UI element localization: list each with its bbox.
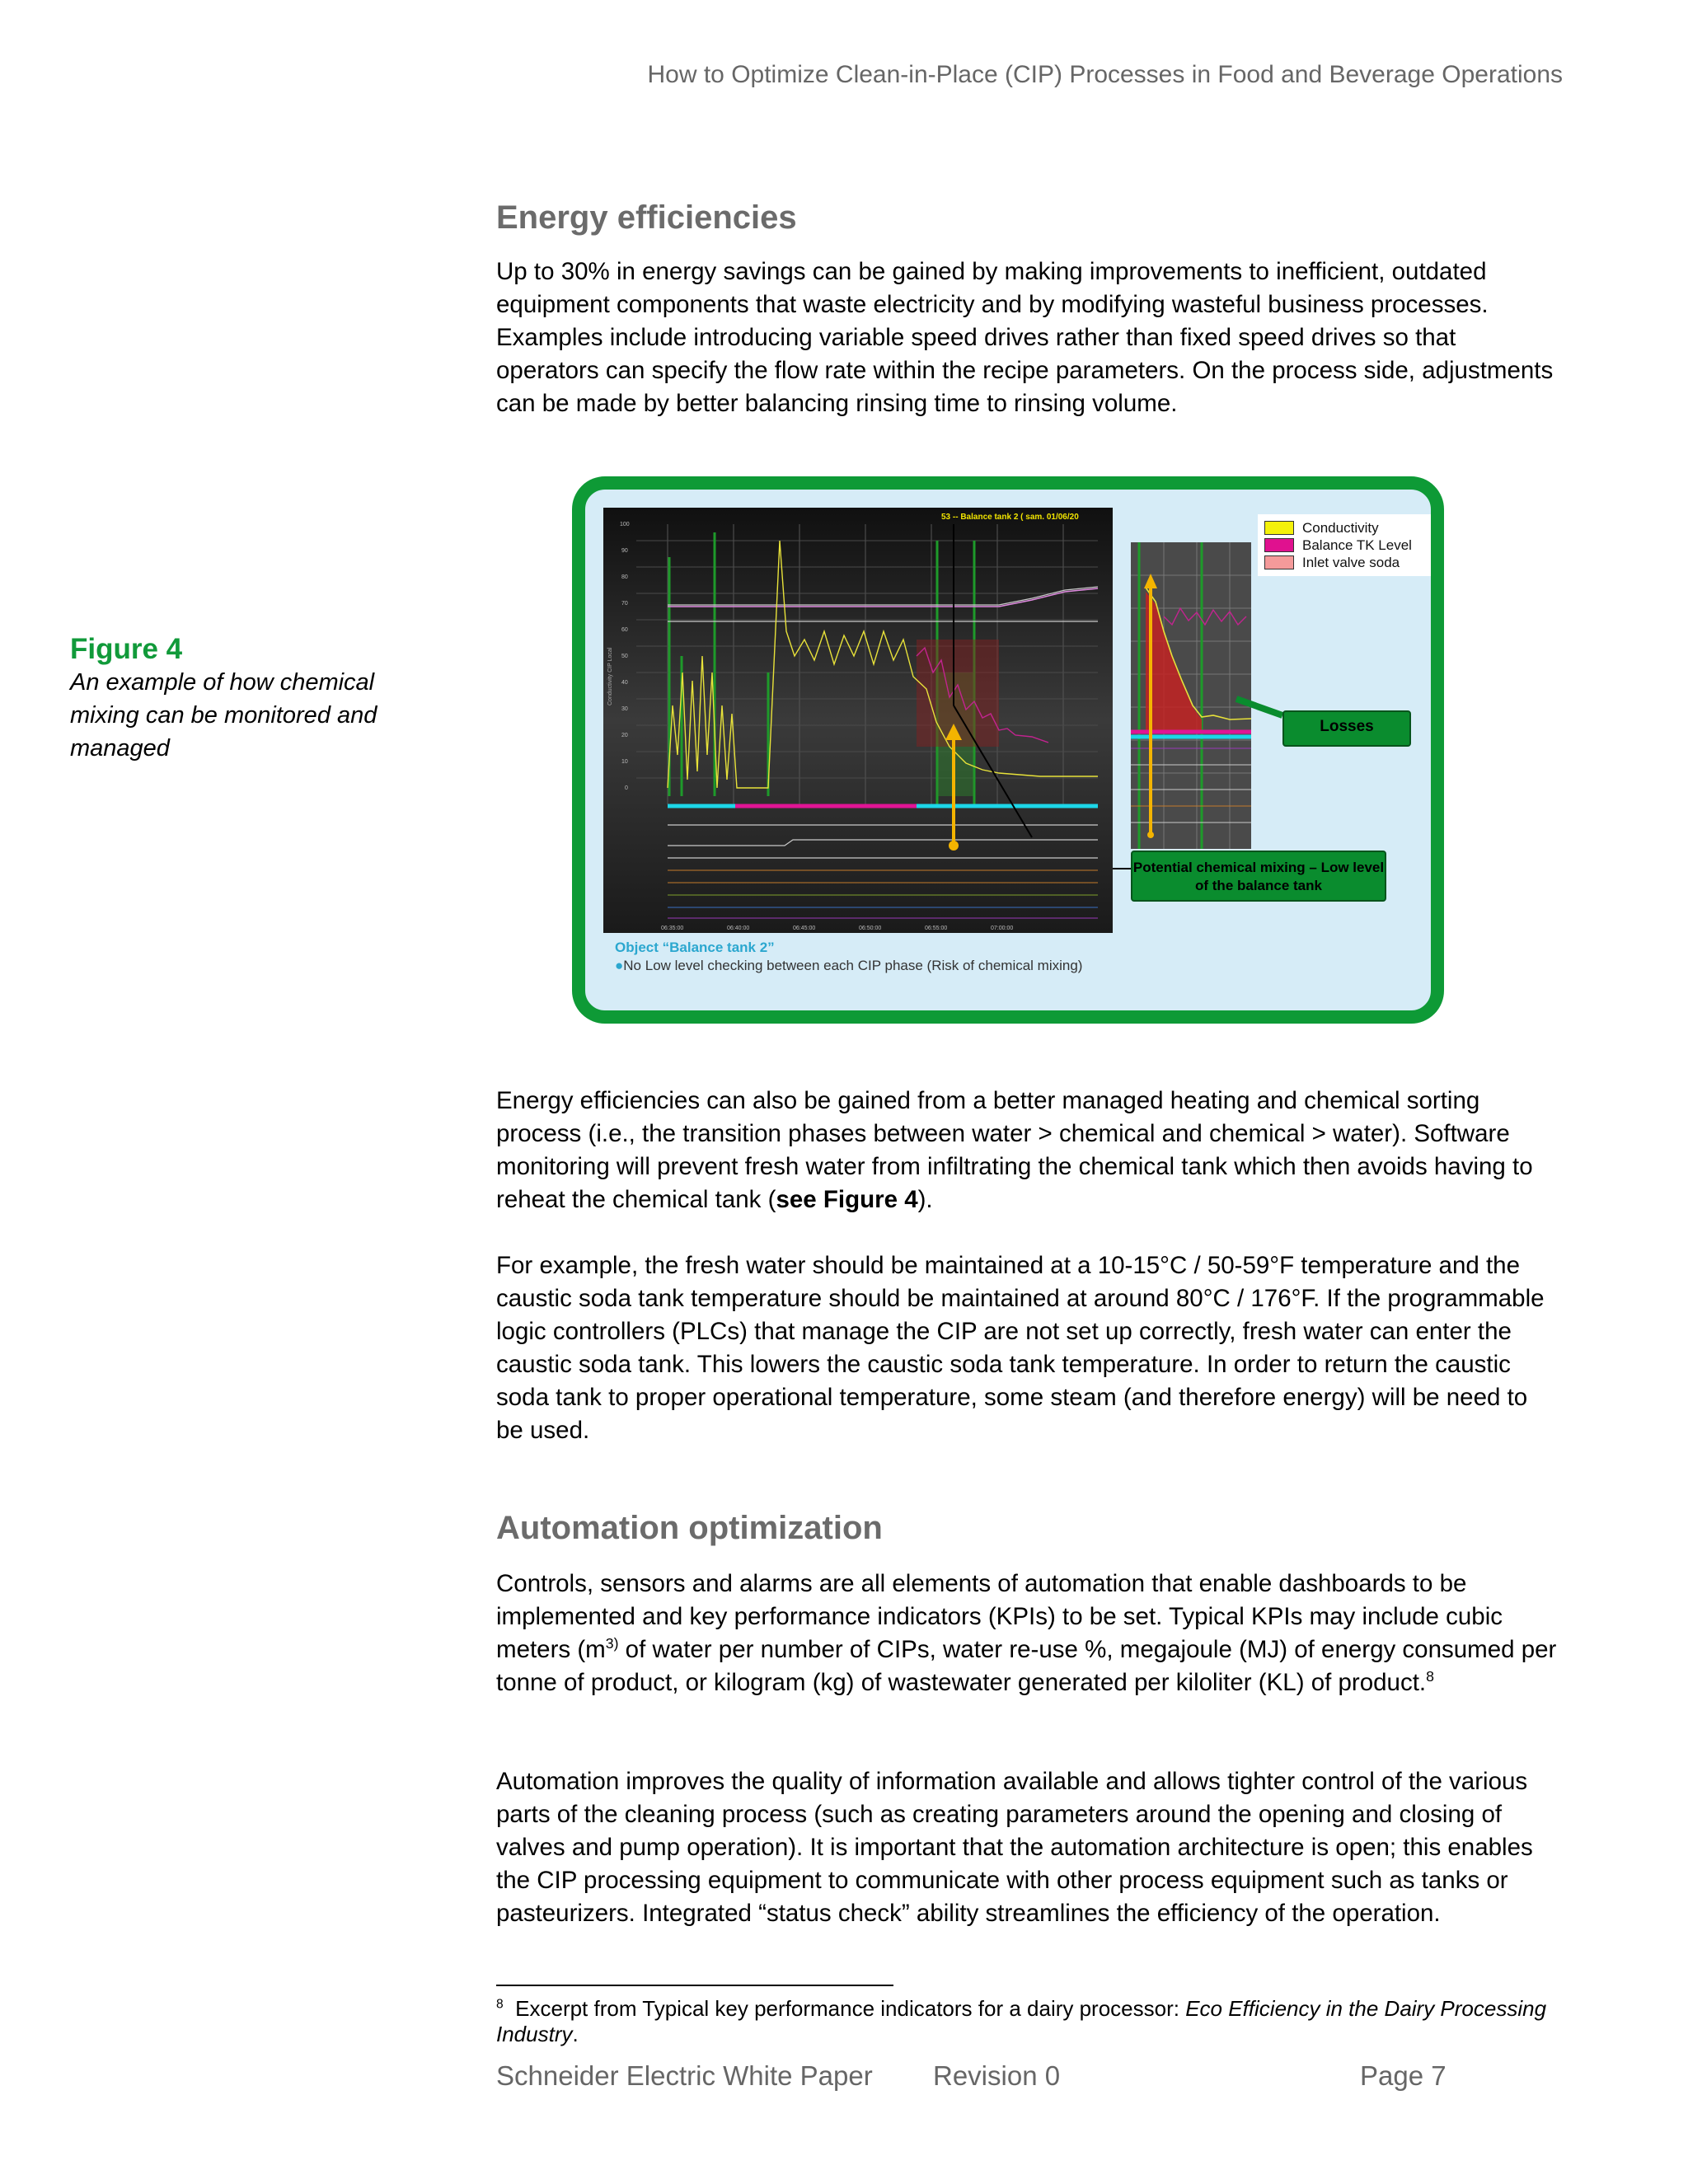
y-tick-label: 70: [621, 601, 628, 607]
section-heading-automation: Automation optimization: [496, 1510, 883, 1546]
paragraph-text: Energy efficiencies can also be gained from a better managed heating and chemical sorting process (i.e., the transition phases between water > chemical and chemical > water). Software monitoring will prevent fresh water from infiltrating the chemical tank which then avoids having to reheat the chemical tank (: [496, 1087, 1533, 1213]
y-tick-label: 40: [621, 680, 628, 686]
legend-label: Inlet valve soda: [1302, 554, 1400, 570]
y-tick-label: 60: [621, 627, 628, 633]
footnote-reference: 8: [1426, 1668, 1434, 1685]
footer-company: Schneider Electric White Paper: [496, 2060, 873, 2091]
footnote-text: Excerpt from Typical key performance indicators for a dairy processor:: [515, 1996, 1186, 2021]
footer-revision: Revision 0: [933, 2060, 1061, 2091]
x-tick-label: 06:50:00: [859, 926, 882, 931]
callout-connectors: [585, 490, 1431, 1010]
x-tick-label: 06:45:00: [793, 926, 816, 931]
y-tick-label: 50: [621, 654, 628, 659]
paragraph-energy-transition: [496, 1085, 1559, 1216]
figure-caption: An example of how chemical mixing can be monitored and managed: [70, 669, 377, 762]
paragraph-automation-architecture: Automation improves the quality of information available and allows tighter control of the various parts of the cleaning process (such as creating parameters around the opening and closing of valves and pump operation). It is important that the automation architecture is open; this enables the CIP processing equipment to communicate with other process equipment such as tanks or pasteurizers. Integrated “status check” ability streamlines the efficiency of the operation.: [496, 1768, 1533, 1927]
x-tick-label: 06:40:00: [727, 926, 750, 931]
paragraph-temperature-example: For example, the fresh water should be maintained at a 10-15°C / 50-59°F temperature and the caustic soda tank temperature should be maintained at around 80°C / 176°F. If the programmable logic controllers (PLCs) that manage the CIP are not set up correctly, fresh water can enter the caustic soda tank. This lowers the caustic soda tank temperature. In order to return the caustic soda tank to proper operational temperature, some steam (and therefore energy) will be need to be used.: [496, 1252, 1545, 1444]
y-tick-label: 0: [625, 785, 628, 791]
x-tick-label: 06:55:00: [925, 926, 948, 931]
footnote-end: .: [572, 2022, 579, 2046]
paragraph-text: of water per number of CIPs, water re-use %, megajoule (MJ) of energy consumed per tonne of product, or kilogram (kg) of wastewater generated per kiloliter (KL) of product.: [496, 1636, 1557, 1696]
paragraph-energy-intro: Up to 30% in energy savings can be gained by making improvements to inefficient, outdated equipment components that waste electricity and by modifying wasteful business processes. Examples include introducing variable speed drives rather than fixed speed drives so that operators can specify the flow rate within the recipe parameters. On the process side, adjustments can be made by better balancing rinsing time to rinsing volume.: [496, 258, 1554, 417]
paragraph-automation-kpis: [496, 1568, 1559, 1699]
y-tick-label: 100: [620, 522, 630, 527]
legend-label: Conductivity: [1302, 519, 1379, 536]
x-tick-label: 06:35:00: [661, 926, 684, 931]
figure-4-frame: [572, 476, 1444, 1024]
figure-reference: see Figure 4: [776, 1186, 918, 1213]
y-tick-label: 80: [621, 574, 628, 580]
y-tick-label: 10: [621, 759, 628, 765]
footer-page-number: Page 7: [1360, 2060, 1447, 2091]
y-tick-label: 90: [621, 548, 628, 554]
y-axis-label: Conductivity CIP Local: [607, 647, 613, 705]
document-header: How to Optimize Clean-in-Place (CIP) Processes in Food and Beverage Operations: [647, 61, 1563, 88]
footnote: [496, 1996, 1568, 2047]
paragraph-text: ).: [917, 1186, 933, 1213]
footnote-number: 8: [496, 1997, 504, 2012]
object-title: Object “Balance tank 2”: [615, 940, 775, 955]
footnote-source: Eco Efficiency in the Dairy Processing Industry: [496, 1996, 1547, 2046]
mixing-callout: Potential chemical mixing – Low level of the balance tank: [1131, 851, 1386, 902]
legend-label: Balance TK Level: [1302, 537, 1412, 553]
bullet-dot-icon: ●: [615, 958, 624, 973]
y-tick-label: 30: [621, 706, 628, 712]
footnote-divider: [496, 1985, 893, 1986]
figure-label: Figure 4: [70, 633, 183, 665]
x-tick-label: 07:00:00: [991, 926, 1014, 931]
losses-callout: Losses: [1282, 710, 1411, 747]
object-note: No Low level checking between each CIP phase (Risk of chemical mixing): [623, 958, 1083, 973]
section-heading-energy: Energy efficiencies: [496, 199, 797, 236]
y-tick-label: 20: [621, 733, 628, 738]
chart-header: 53 -- Balance tank 2 ( sam. 01/06/20: [941, 513, 1079, 522]
paragraph-text: Controls, sensors and alarms are all elements of automation that enable dashboards to be implemented and key performance indicators (KPIs) to be set. Typical KPIs may include cubic meters (m: [496, 1570, 1503, 1663]
object-note-row: [615, 958, 1082, 974]
superscript: 3): [605, 1635, 619, 1652]
